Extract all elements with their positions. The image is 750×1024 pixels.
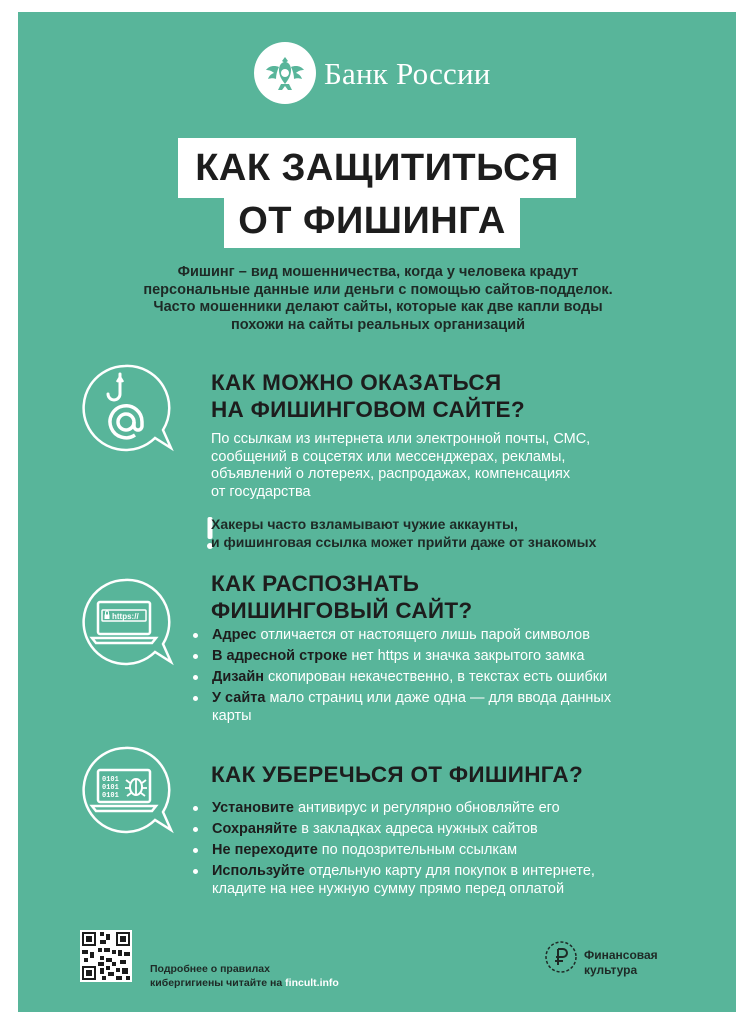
- list-item: [212, 668, 611, 686]
- list-item-bold: В адресной строке: [212, 648, 348, 664]
- intro-line: Фишинг – вид мошенничества, когда у человека крадут: [177, 264, 579, 280]
- list-item-continuation: [212, 707, 611, 725]
- fin-line1: Финансовая: [584, 948, 658, 962]
- https-icon-text: https://: [112, 612, 139, 621]
- svg-text:0101: 0101: [102, 792, 119, 800]
- list-item-text: отличается от настоящего лишь парой символов: [256, 627, 590, 643]
- list-item: [212, 626, 611, 644]
- list-item-bold: Установите: [212, 800, 294, 816]
- list-item-continuation: [212, 880, 595, 898]
- section2-title: [211, 570, 472, 624]
- list-item: [212, 862, 595, 880]
- svg-text:0101: 0101: [102, 776, 119, 784]
- footer-line2: кибергигиены читайте на: [150, 977, 286, 989]
- section1-body-line: от государства: [211, 483, 311, 500]
- list-item: [212, 820, 595, 838]
- warning-line: Хакеры часто взламывают чужие аккаунты,: [211, 516, 518, 532]
- intro-line: похожи на сайты реальных организаций: [230, 316, 526, 333]
- list-item-bold: Дизайн: [212, 669, 264, 685]
- list-item: [212, 799, 595, 817]
- list-item-bold: Используйте: [212, 863, 305, 879]
- section2-title-line: ФИШИНГОВЫЙ САЙТ?: [211, 598, 473, 623]
- list-item-text: карты: [212, 708, 252, 724]
- list-item: [212, 689, 611, 707]
- list-item-bold: Сохраняйте: [212, 821, 298, 837]
- list-item: [212, 647, 611, 665]
- poster: [18, 12, 736, 1012]
- section1-body-line: По ссылкам из интернета или электронной почты, СМС,: [211, 431, 591, 447]
- list-item-bold: Не переходите: [212, 842, 318, 858]
- warning-line: и фишинговая ссылка может прийти даже от знакомых: [211, 534, 597, 550]
- qr-code[interactable]: [80, 930, 132, 982]
- section1-title-line: НА ФИШИНГОВОМ САЙТЕ?: [211, 397, 525, 422]
- laptop-bug-icon: [76, 744, 174, 842]
- section1-body: [211, 431, 590, 501]
- list-item-text: по подозрительным ссылкам: [317, 842, 518, 858]
- list-item-text: мало страниц или даже одна — для ввода данных: [265, 690, 612, 706]
- section2-title-line: КАК РАСПОЗНАТЬ: [211, 571, 420, 596]
- list-item-text: антивирус и регулярно обновляйте его: [293, 800, 560, 816]
- list-item-text: кладите на нее нужную сумму прямо перед оплатой: [212, 881, 565, 897]
- footer-note: [150, 962, 339, 990]
- section3-list: [212, 799, 595, 901]
- list-item-text: в закладках адреса нужных сайтов: [297, 821, 538, 837]
- financial-culture-label: [584, 948, 658, 978]
- warning-note: [211, 515, 596, 551]
- list-item-text: скопирован некачественно, в текстах есть ошибки: [264, 669, 608, 685]
- list-item-text: нет https и значка закрытого замка: [347, 648, 585, 664]
- section2-list: [212, 626, 611, 728]
- footer-line1: Подробнее о правилах: [150, 963, 270, 975]
- page-title-line1: КАК ЗАЩИТИТЬСЯ: [178, 138, 576, 198]
- svg-text:0101: 0101: [102, 784, 119, 792]
- laptop-https-icon: [76, 576, 174, 674]
- section3-title: КАК УБЕРЕЧЬСЯ ОТ ФИШИНГА?: [211, 762, 583, 787]
- intro-line: Часто мошенники делают сайты, которые как две капли воды: [153, 299, 603, 315]
- list-item: [212, 841, 595, 859]
- page-title-line2: ОТ ФИШИНГА: [224, 194, 520, 248]
- intro-paragraph: [108, 264, 648, 334]
- list-item-text: отдельную карту для покупок в интернете,: [304, 863, 595, 879]
- ruble-logo-icon: [544, 940, 578, 974]
- section1-title-line: КАК МОЖНО ОКАЗАТЬСЯ: [211, 370, 502, 395]
- list-item-bold: Адрес: [212, 627, 257, 643]
- section1-title: [211, 369, 525, 423]
- list-item-bold: У сайта: [212, 690, 266, 706]
- section1-body-line: сообщений в соцсетях или мессенджерах, рекламы,: [211, 448, 566, 465]
- bank-name: Банк России: [324, 56, 491, 91]
- fincult-link[interactable]: fincult.info: [285, 977, 339, 989]
- section1-body-line: объявлений о лотереях, распродажах, компенсациях: [211, 466, 571, 482]
- intro-line: персональные данные или деньги с помощью сайтов-подделок.: [143, 281, 613, 298]
- fin-line2: культура: [584, 963, 638, 977]
- bank-emblem-icon: [254, 42, 316, 104]
- fishing-hook-at-icon: [76, 360, 174, 458]
